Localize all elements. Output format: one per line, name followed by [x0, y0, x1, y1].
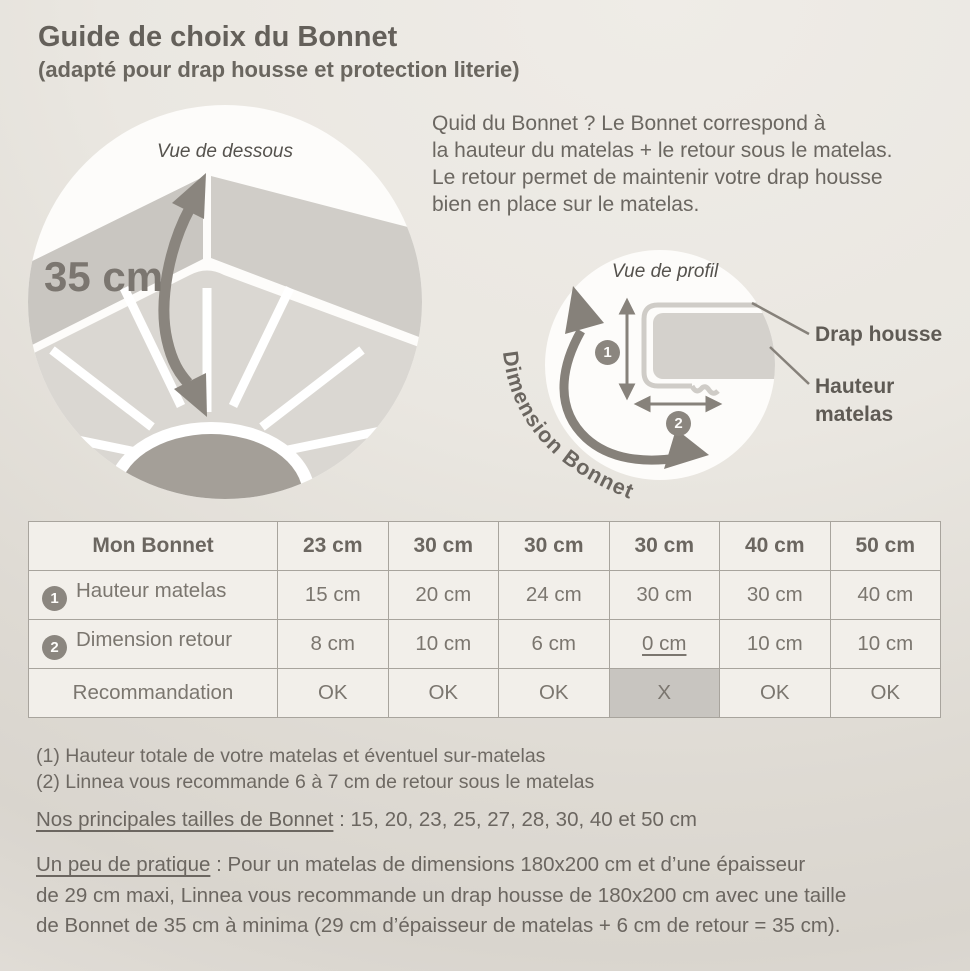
bonnet-measurement: 35 cm	[44, 253, 164, 300]
row-label-cell	[29, 620, 278, 669]
row-label: Hauteur matelas	[76, 579, 227, 602]
intro-line: bien en place sur le matelas.	[432, 193, 700, 216]
marker-1-badge: 1	[42, 586, 67, 611]
mattress-rect	[653, 313, 788, 379]
sizes-line	[36, 808, 697, 832]
bonnet-size-header: 30 cm	[388, 522, 499, 571]
hauteur-label-line: matelas	[815, 403, 894, 426]
table-header-row	[29, 522, 941, 571]
hauteur-matelas-pointer-line	[770, 347, 809, 384]
table-cell: OK	[830, 669, 941, 718]
hauteur-matelas-row	[29, 571, 941, 620]
table-cell: 30 cm	[609, 571, 720, 620]
table-cell: 15 cm	[278, 571, 389, 620]
sizes-values: : 15, 20, 23, 25, 27, 28, 30, 40 et 50 cm	[333, 808, 697, 831]
practice-line: de Bonnet de 35 cm à minima (29 cm d’épaisseur de matelas + 6 cm de retour = 35 cm).	[36, 914, 841, 937]
dimension-retour-row	[29, 620, 941, 669]
drap-housse-label: Drap housse	[815, 323, 943, 346]
zero-retour-value: 0 cm	[642, 632, 687, 655]
intro-line: Le retour permet de maintenir votre drap housse	[432, 166, 883, 189]
page-subtitle: (adapté pour drap housse et protection literie)	[38, 57, 520, 82]
bottom-view-caption: Vue de dessous	[157, 141, 293, 162]
table-cell: 24 cm	[499, 571, 610, 620]
marker-1-badge: 1	[595, 340, 620, 365]
table-cell: OK	[388, 669, 499, 718]
row-label-cell: Recommandation	[29, 669, 278, 718]
sizes-label: Nos principales tailles de Bonnet	[36, 808, 334, 831]
intro-line: la hauteur du matelas + le retour sous le matelas.	[432, 139, 893, 162]
table-cell-fail: X	[609, 669, 720, 718]
table-cell: 6 cm	[499, 620, 610, 669]
row-label-cell	[29, 571, 278, 620]
practice-line	[36, 850, 846, 881]
bonnet-size-header: 50 cm	[830, 522, 941, 571]
intro-line: Quid du Bonnet ? Le Bonnet correspond à	[432, 112, 826, 135]
row-label: Dimension retour	[76, 628, 233, 651]
footnote-1: (1) Hauteur totale de votre matelas et éventuel sur-matelas	[36, 745, 546, 767]
bonnet-size-header: 30 cm	[499, 522, 610, 571]
table-cell: 20 cm	[388, 571, 499, 620]
practice-line: de 29 cm maxi, Linnea vous recommande un drap housse de 180x200 cm avec une taille	[36, 883, 847, 907]
table-cell: OK	[499, 669, 610, 718]
practice-paragraph	[36, 850, 846, 942]
dimension-bonnet-curved-label: Dimension Bonnet	[497, 349, 638, 504]
recommandation-row	[29, 669, 941, 718]
practice-label: Un peu de pratique	[36, 853, 211, 876]
page-title: Guide de choix du Bonnet	[38, 21, 398, 53]
profile-view-caption: Vue de profil	[611, 261, 719, 282]
hauteur-matelas-label	[815, 373, 894, 429]
table-cell: 10 cm	[720, 620, 831, 669]
practice-line-rest: : Pour un matelas de dimensions 180x200 cm et d’une épaisseur	[210, 853, 806, 876]
intro-paragraph	[432, 110, 893, 218]
hauteur-label-line: Hauteur	[815, 375, 895, 398]
table-cell: 10 cm	[830, 620, 941, 669]
table-cell: OK	[278, 669, 389, 718]
marker-2-badge: 2	[42, 635, 67, 660]
bonnet-size-header: 30 cm	[609, 522, 720, 571]
table-cell: 10 cm	[388, 620, 499, 669]
table-corner-label: Mon Bonnet	[29, 522, 278, 571]
bonnet-size-header: 23 cm	[278, 522, 389, 571]
footnote-2: (2) Linnea vous recommande 6 à 7 cm de retour sous le matelas	[36, 771, 595, 793]
marker-2-badge: 2	[666, 411, 691, 436]
table-cell: 40 cm	[830, 571, 941, 620]
table-cell: OK	[720, 669, 831, 718]
bonnet-table	[28, 521, 941, 718]
table-cell: 8 cm	[278, 620, 389, 669]
table-cell: 30 cm	[720, 571, 831, 620]
table-cell-underlined	[609, 620, 720, 669]
bonnet-size-header: 40 cm	[720, 522, 831, 571]
